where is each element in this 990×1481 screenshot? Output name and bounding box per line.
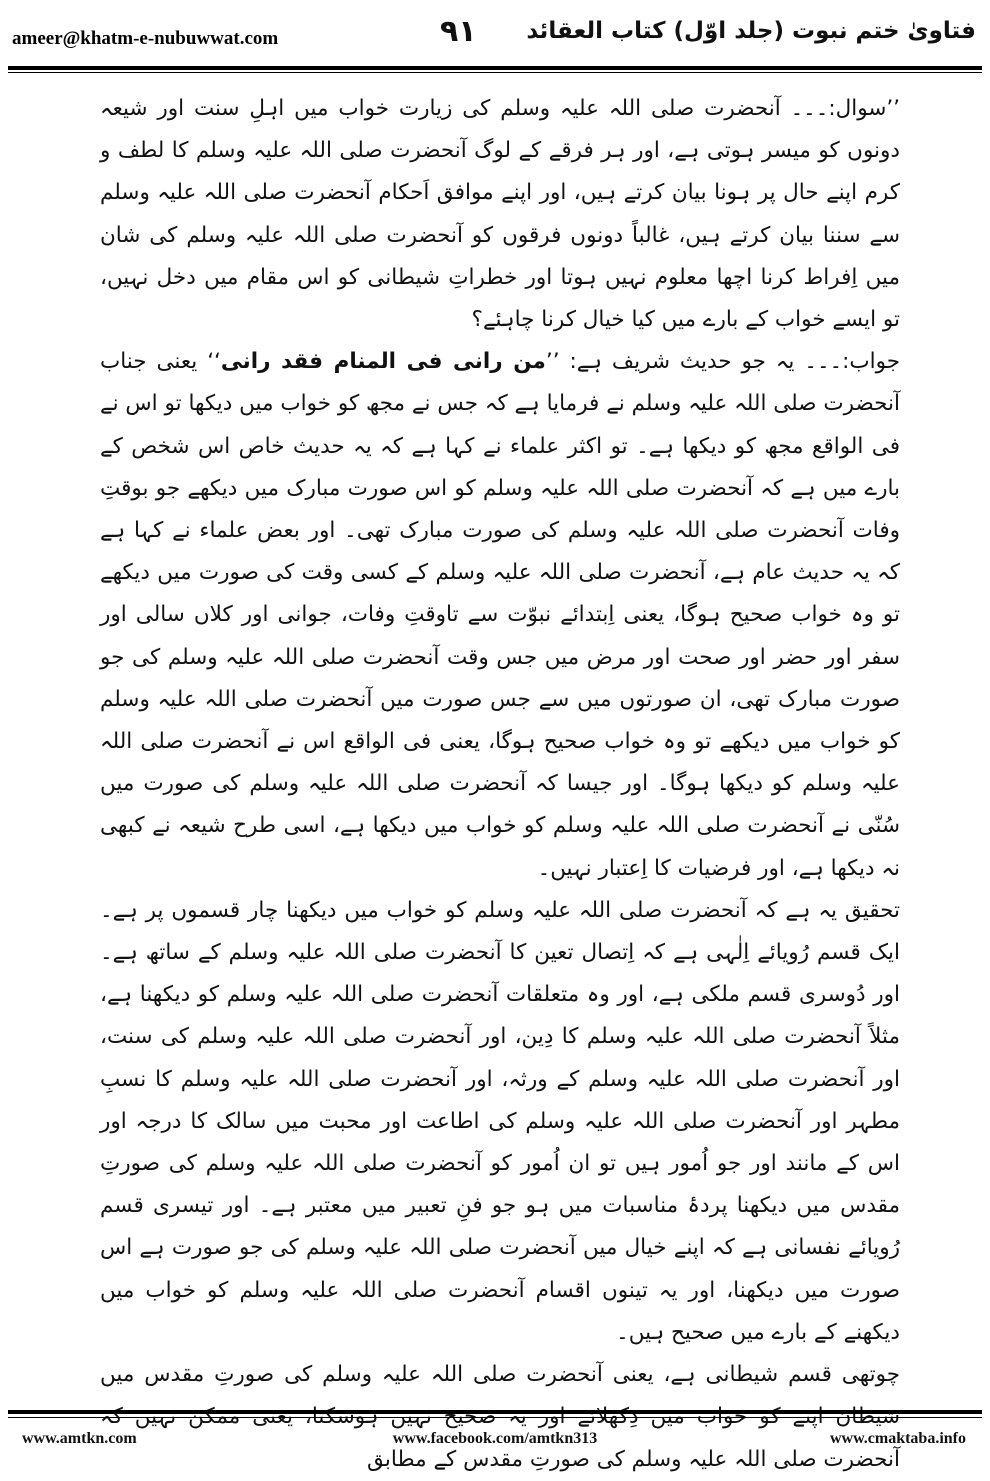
question-text: آنحضرت صلی اللہ علیہ وسلم کی زیارت خواب میں اہلِ سنت اور شیعہ دونوں کو میسر ہوتی ہے، اور ہر فرقے کے لوگ آنحضرت صلی اللہ علیہ وسلم کا لطف و کرم اپنے حال پر ہونا بیان کرتے ہیں، اور اپنے موافق اَحکام آنحضرت صلی اللہ علیہ وسلم سے سننا بیان کرتے ہیں، غالباً دونوں فرقوں کو آنحضرت صلی اللہ علیہ وسلم کی شان میں اِفراط کرنا اچھا معلوم نہیں ہوتا اور خطراتِ شیطانی کو اس مقام میں دخل نہیں، تو ایسے خواب کے بارے میں کیا خیال کرنا چاہئے؟ bbox=[100, 96, 900, 333]
footer-link-cmaktaba[interactable]: www.cmaktaba.info bbox=[829, 1430, 966, 1447]
tahqiq-paragraph: تحقیق یہ ہے کہ آنحضرت صلی اللہ علیہ وسلم کو خواب میں دیکھنا چار قسموں پر ہے۔ ایک قسم رُویائے اِلٰہی ہے کہ اِتصال تعین کا آنحضرت صلی اللہ علیہ وسلم کے ساتھ ہے۔ اور دُوسری قسم ملکی ہے، اور وہ متعلقات آنحضرت صلی اللہ علیہ وسلم کو دیکھنا ہے، مثلاً آنحضرت صلی اللہ علیہ وسلم کا دِین، اور آنحضرت صلی اللہ علیہ وسلم کی سنت، اور آنحضرت صلی اللہ علیہ وسلم کے ورثہ، اور آنحضرت صلی اللہ علیہ وسلم کا نسبِ مطہر اور آنحضرت صلی اللہ علیہ وسلم کی اطاعت اور محبت میں سالک کا درجہ اور اس کے مانند اور جو اُمور ہیں تو ان اُمور کو آنحضرت صلی اللہ علیہ وسلم کی صورتِ مقدس میں دیکھنا پردۂ مناسبات میں ہو جو فنِ تعبیر میں معتبر ہے۔ اور تیسری قسم رُویائے نفسانی ہے کہ اپنے خیال میں آنحضرت صلی اللہ علیہ وسلم کی جو صورت ہے اس صورت میں دیکھنا، اور یہ تینوں اقسام آنحضرت صلی اللہ علیہ وسلم کو خواب میں دیکھنے کے بارے میں صحیح ہیں۔ bbox=[100, 897, 900, 1345]
answer-paragraph bbox=[100, 341, 900, 890]
answer-intro: یہ جو حدیث شریف ہے: ’’ bbox=[545, 349, 795, 375]
page-body bbox=[100, 88, 900, 1481]
footer-rule-thick bbox=[8, 1410, 982, 1414]
footer-rule-thin bbox=[8, 1417, 982, 1418]
footer-link-facebook[interactable]: www.facebook.com/amtkn313 bbox=[392, 1430, 598, 1447]
page-footer bbox=[0, 1422, 990, 1460]
header-rule-thin bbox=[8, 72, 982, 73]
chautha-paragraph: چوتھی قسم شیطانی ہے، یعنی آنحضرت صلی اللہ علیہ وسلم کی صورتِ مقدس میں کو یہ آنحضرت صلی اللہ علیہ وسلم کی صورتِ مقدس کے مطابق bbox=[100, 1362, 900, 1472]
page-number: ۹۱ bbox=[440, 14, 477, 49]
book-title: فتاویٰ ختم نبوت (جلد اوّل) کتاب العقائد bbox=[526, 18, 976, 44]
answer-text: ‘‘ یعنی جناب آنحضرت صلی اللہ علیہ وسلم نے فرمایا ہے کہ جس نے مجھ کو خواب میں دیکھا تو اس نے فی الواقع مجھ کو دیکھا ہے۔ تو اکثر علماء نے کہا ہے کہ یہ حدیث خاص اس شخص کے بارے میں ہے کہ آنحضرت صلی اللہ علیہ وسلم کو اس صورت مبارک میں دیکھے جو بوقتِ وفات آنحضرت صلی اللہ علیہ وسلم کی صورت مبارک تھی۔ اور بعض علماء نے کہا ہے کہ یہ حدیث عام ہے، آنحضرت صلی اللہ علیہ وسلم کے کسی وقت کی صورت میں دیکھے تو وہ خواب صحیح ہوگا، یعنی اِبتدائے نبوّت سے تاوقتِ وفات، جوانی اور کلاں سالی اور سفر اور حضر اور صحت اور مرض میں جس وقت آنحضرت صلی اللہ علیہ وسلم کی جو صورت مبارک تھی، ان صورتوں میں سے جس صورت میں آنحضرت صلی اللہ علیہ وسلم کو خواب میں دیکھے تو وہ خواب صحیح ہوگا، یعنی فی الواقع اس نے آنحضرت صلی اللہ علیہ وسلم کو دیکھا ہوگا۔ اور جیسا کہ آنحضرت صلی اللہ علیہ وسلم کی صورت میں سُنّی نے آنحضرت صلی اللہ علیہ وسلم کو خواب میں دیکھا ہے، اسی طرح شیعہ نے کبھی نہ دیکھا ہے، اور فرضیات کا اِعتبار نہیں۔ bbox=[100, 349, 900, 881]
answer-label: جواب:۔۔۔ bbox=[804, 349, 901, 375]
hadith-arabic: من رانی فی المنام فقد رانی bbox=[220, 349, 546, 375]
question-label: ’’سوال:۔۔۔ bbox=[790, 96, 900, 121]
footer-link-amtkn[interactable]: www.amtkn.com bbox=[22, 1430, 137, 1447]
header-email: ameer@khatm-e-nubuwwat.com bbox=[12, 28, 279, 49]
header-rule-thick bbox=[8, 66, 982, 70]
page-header bbox=[0, 0, 990, 66]
question-paragraph bbox=[100, 88, 900, 341]
